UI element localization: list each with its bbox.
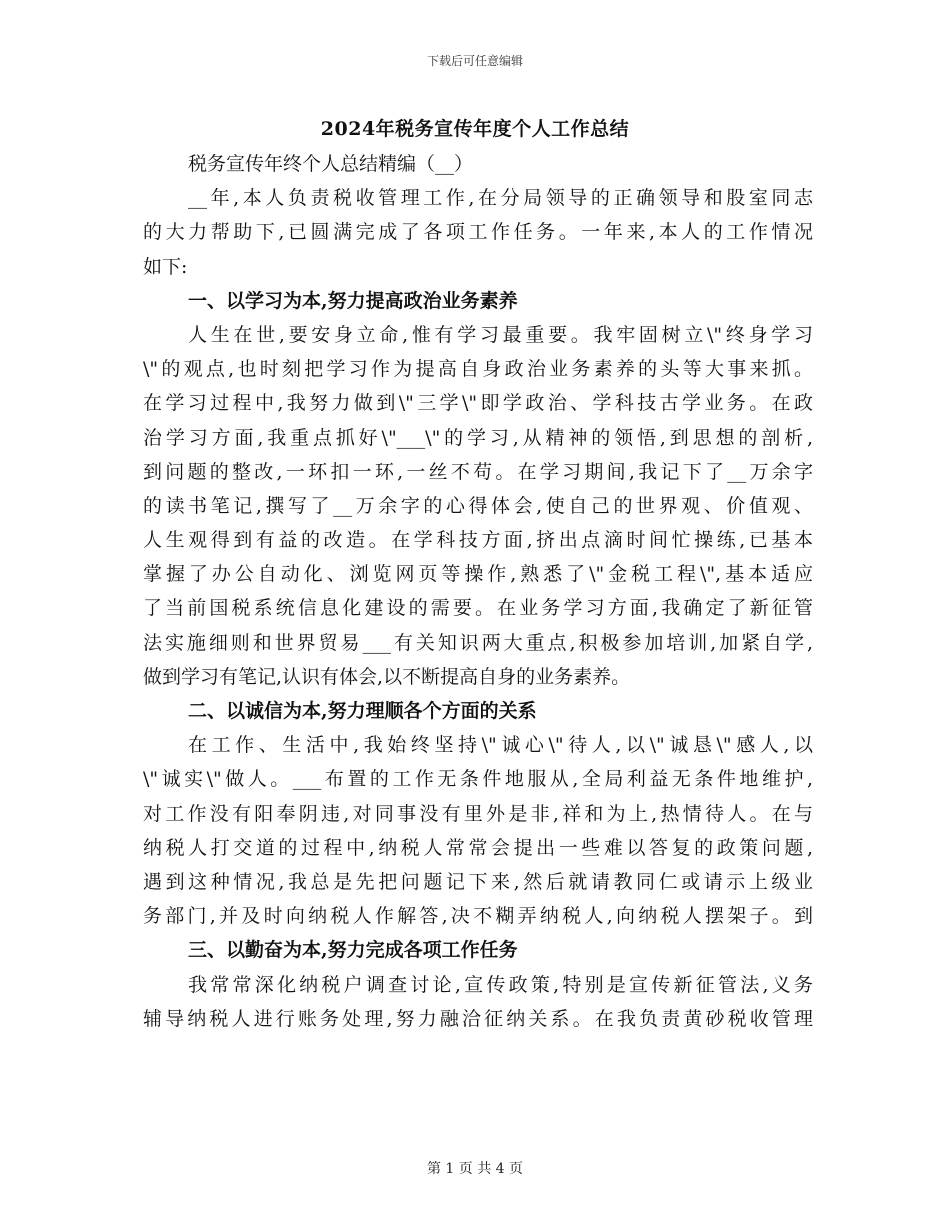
section-heading-3: 三、以勤奋为本,努力完成各项工作任务 [188, 939, 518, 962]
paragraph-line: 在学习过程中,我努力做到\"三学\"即学政治、学科技古学业务。在政 [143, 392, 813, 415]
paragraph-line: 辅导纳税人进行账务处理,努力融洽征纳关系。在我负责黄砂税收管理 [143, 1007, 813, 1030]
paragraph-line: 的读书笔记,撰写了__万余字的心得体会,使自己的世界观、价值观、 [143, 494, 813, 517]
document-title: 2024年税务宣传年度个人工作总结 [320, 118, 630, 140]
header-note: 下载后可任意编辑 [426, 54, 523, 68]
paragraph-line: 法实施细则和世界贸易___有关知识两大重点,积极参加培训,加紧自学, [143, 631, 813, 654]
paragraph-line: 人生在世,要安身立命,惟有学习最重要。我牢固树立\"终身学习 [188, 323, 813, 346]
paragraph-line: 人生观得到有益的改造。在学科技方面,挤出点滴时间忙操练,已基本 [143, 529, 813, 552]
paragraph-line: \"的观点,也时刻把学习作为提高自身政治业务素养的头等大事来抓。 [143, 358, 813, 381]
paragraph-line: 遇到这种情况,我总是先把问题记下来,然后就请教同仁或请示上级业 [143, 870, 813, 893]
paragraph-line: 对工作没有阳奉阴违,对同事没有里外是非,祥和为上,热情待人。在与 [143, 802, 813, 825]
paragraph-line: 务部门,并及时向纳税人作解答,决不糊弄纳税人,向纳税人摆架子。到 [143, 905, 813, 928]
paragraph-line: 了当前国税系统信息化建设的需要。在业务学习方面,我确定了新征管 [143, 597, 813, 620]
paragraph-line: 做到学习有笔记,认识有体会,以不断提高自身的业务素养。 [143, 665, 631, 688]
paragraph-line: 掌握了办公自动化、浏览网页等操作,熟悉了\"金税工程\",基本适应 [143, 563, 813, 586]
paragraph-line: 纳税人打交道的过程中,纳税人常常会提出一些难以答复的政策问题, [143, 836, 813, 859]
paragraph-line: 我常常深化纳税户调查讨论,宣传政策,特别是宣传新征管法,义务 [188, 973, 813, 996]
page-footer: 第 1 页 共 4 页 [426, 1161, 524, 1177]
subtitle-line: 税务宣传年终个人总结精编（__） [188, 153, 474, 175]
paragraph-line: 如下: [143, 255, 188, 278]
document-body [143, 147, 813, 1036]
paragraph-line: 在工作、生活中,我始终坚持\"诚心\"待人,以\"诚恳\"感人,以 [188, 734, 813, 757]
section-heading-1: 一、以学习为本,努力提高政治业务素养 [188, 289, 518, 312]
paragraph-line: \"诚实\"做人。___布置的工作无条件地服从,全局利益无条件地维护, [143, 768, 813, 791]
paragraph-line: 的大力帮助下,已圆满完成了各项工作任务。一年来,本人的工作情况 [143, 221, 813, 244]
paragraph-line: __年,本人负责税收管理工作,在分局领导的正确领导和股室同志 [188, 187, 813, 210]
paragraph-line: 治学习方面,我重点抓好\"___\"的学习,从精神的领悟,到思想的剖析, [143, 426, 813, 449]
section-heading-2: 二、以诚信为本,努力理顺各个方面的关系 [188, 700, 537, 722]
paragraph-line: 到问题的整改,一环扣一环,一丝不苟。在学习期间,我记下了__万余字 [143, 460, 813, 483]
